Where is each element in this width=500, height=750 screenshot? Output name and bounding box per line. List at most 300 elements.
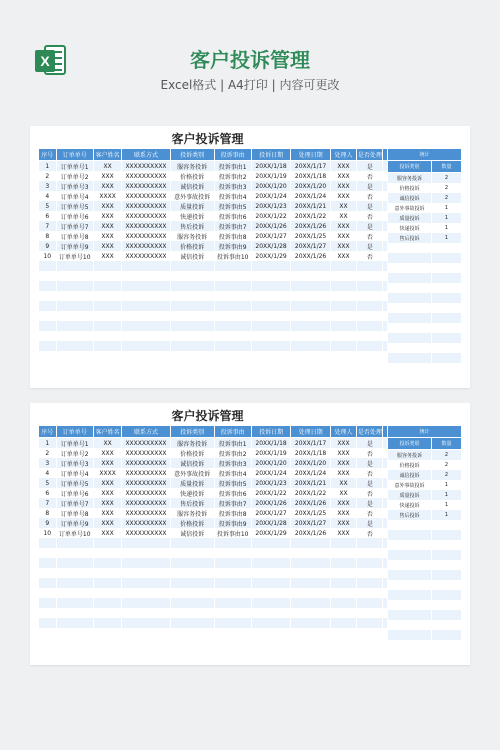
table-cell — [93, 331, 122, 341]
table-cell: 20XX/1/23 — [251, 201, 291, 211]
table-cell: 投诉事由8 — [214, 508, 251, 518]
table-cell — [330, 311, 356, 321]
stats-empty-row — [388, 333, 462, 343]
table-cell: 订单单号2 — [56, 171, 93, 181]
table-cell — [56, 271, 93, 281]
table-cell — [330, 568, 356, 578]
table-cell — [330, 598, 356, 608]
stats-header: 统计 — [388, 426, 462, 438]
table-cell — [214, 271, 251, 281]
table-cell — [291, 578, 331, 588]
svg-text:X: X — [40, 53, 50, 69]
empty-row — [39, 548, 411, 558]
table-cell: XXXXXXXXXX — [122, 478, 170, 488]
table-cell: 7 — [39, 498, 57, 508]
stats-cell — [388, 333, 432, 343]
stats-cell — [432, 313, 462, 323]
table-cell — [291, 568, 331, 578]
table-row — [39, 488, 411, 498]
table-cell — [214, 301, 251, 311]
table-cell: XXX — [330, 528, 356, 538]
table-cell: 是 — [357, 458, 383, 468]
stats-row — [388, 213, 462, 223]
table-cell: 20XX/1/29 — [251, 251, 291, 261]
table-cell: 6 — [39, 488, 57, 498]
table-cell: 2 — [39, 171, 57, 181]
stats-cell — [388, 600, 432, 610]
table-cell: 是 — [357, 181, 383, 191]
sheet-preview-1 — [30, 126, 470, 388]
table-cell — [39, 321, 57, 331]
stats-cell — [432, 283, 462, 293]
table-cell — [93, 578, 122, 588]
stats-cell: 1 — [432, 480, 462, 490]
empty-row — [39, 618, 411, 628]
table-cell — [330, 271, 356, 281]
stats-empty-row — [388, 600, 462, 610]
table-cell: 20XX/1/20 — [291, 458, 331, 468]
column-header: 客户姓名 — [93, 149, 122, 161]
table-cell: 投诉事由5 — [214, 201, 251, 211]
table-cell: 是 — [357, 221, 383, 231]
table-cell: XXX — [93, 211, 122, 221]
table-cell — [291, 311, 331, 321]
table-cell: 快递投诉 — [170, 211, 214, 221]
table-cell: 订单单号1 — [56, 438, 93, 449]
table-cell: 20XX/1/26 — [291, 221, 331, 231]
stats-empty-row — [388, 630, 462, 640]
table-cell — [56, 311, 93, 321]
table-cell: XXX — [330, 251, 356, 261]
table-cell: XX — [93, 161, 122, 172]
stats-cell — [432, 293, 462, 303]
stats-cell — [388, 253, 432, 263]
table-cell: XXX — [93, 518, 122, 528]
table-cell — [56, 321, 93, 331]
table-cell: XXX — [93, 171, 122, 181]
empty-row — [39, 271, 411, 281]
stats-cell — [432, 580, 462, 590]
table-cell: XXXXXXXXXX — [122, 181, 170, 191]
table-cell — [357, 291, 383, 301]
table-cell — [291, 538, 331, 548]
table-cell: 意外事故投诉 — [170, 468, 214, 478]
table-cell — [291, 558, 331, 568]
column-header: 是否处理 — [357, 149, 383, 161]
stats-empty-row — [388, 343, 462, 353]
table-cell: 1 — [39, 438, 57, 449]
table-cell — [357, 301, 383, 311]
table-cell: 20XX/1/28 — [251, 241, 291, 251]
stats-header-row — [388, 161, 462, 173]
table-cell — [291, 608, 331, 618]
stats-cell: 1 — [432, 510, 462, 520]
stats-cell: 价格投诉 — [388, 460, 432, 470]
table-cell: 订单单号5 — [56, 478, 93, 488]
table-cell — [93, 261, 122, 271]
table-cell: XXX — [330, 231, 356, 241]
table-cell: 20XX/1/27 — [251, 508, 291, 518]
table-cell — [170, 321, 214, 331]
table-cell: 20XX/1/25 — [291, 231, 331, 241]
table-cell — [122, 608, 170, 618]
table-row — [39, 498, 411, 508]
stats-cell: 1 — [432, 500, 462, 510]
table-cell: 否 — [357, 211, 383, 221]
table-cell: 投诉事由10 — [214, 251, 251, 261]
table-cell: 订单单号2 — [56, 448, 93, 458]
table-cell: 订单单号3 — [56, 458, 93, 468]
table-cell — [330, 331, 356, 341]
empty-row — [39, 291, 411, 301]
stats-row — [388, 223, 462, 233]
table-cell: 订单单号6 — [56, 488, 93, 498]
table-cell — [122, 311, 170, 321]
complaint-table — [38, 148, 411, 351]
table-cell: 否 — [357, 488, 383, 498]
table-cell — [122, 331, 170, 341]
stats-cell — [388, 283, 432, 293]
table-cell — [214, 598, 251, 608]
table-cell — [56, 578, 93, 588]
stats-cell — [432, 530, 462, 540]
table-cell — [122, 538, 170, 548]
table-cell: 20XX/1/18 — [251, 161, 291, 172]
table-cell — [170, 608, 214, 618]
table-cell: 诚信投诉 — [170, 251, 214, 261]
table-cell — [93, 321, 122, 331]
table-cell: 5 — [39, 478, 57, 488]
table-cell: XX — [330, 211, 356, 221]
stats-cell — [388, 273, 432, 283]
table-cell — [291, 341, 331, 351]
empty-row — [39, 281, 411, 291]
table-cell: 投诉事由4 — [214, 191, 251, 201]
table-cell: XXX — [330, 458, 356, 468]
stats-empty-row — [388, 293, 462, 303]
table-cell: 否 — [357, 171, 383, 181]
column-header: 订单单号 — [56, 426, 93, 438]
table-row — [39, 161, 411, 172]
table-cell — [357, 538, 383, 548]
table-cell — [357, 281, 383, 291]
stats-cell — [432, 520, 462, 530]
table-cell: 诚信投诉 — [170, 181, 214, 191]
column-header: 订单单号 — [56, 149, 93, 161]
table-cell: 投诉事由7 — [214, 221, 251, 231]
table-cell — [93, 618, 122, 628]
column-header: 联系方式 — [122, 426, 170, 438]
table-row — [39, 458, 411, 468]
table-cell — [39, 608, 57, 618]
table-cell: 售后投诉 — [170, 221, 214, 231]
table-cell — [93, 558, 122, 568]
table-cell: 20XX/1/17 — [291, 438, 331, 449]
table-cell — [56, 558, 93, 568]
table-cell — [357, 618, 383, 628]
empty-row — [39, 588, 411, 598]
stats-cell — [432, 620, 462, 630]
stats-cell: 售后投诉 — [388, 510, 432, 520]
stats-cell: 1 — [432, 223, 462, 233]
table-cell: XX — [330, 201, 356, 211]
stats-cell: 售后投诉 — [388, 233, 432, 243]
table-cell: XXX — [330, 518, 356, 528]
stats-table — [387, 425, 462, 640]
stats-cell — [388, 293, 432, 303]
table-cell: 20XX/1/27 — [291, 518, 331, 528]
table-cell: 投诉事由3 — [214, 181, 251, 191]
table-cell — [357, 608, 383, 618]
table-cell: XXXXXXXXXX — [122, 488, 170, 498]
table-cell: 4 — [39, 191, 57, 201]
table-cell: XXXXXXXXXX — [122, 171, 170, 181]
table-cell — [56, 568, 93, 578]
table-cell: XX — [93, 438, 122, 449]
empty-row — [39, 321, 411, 331]
stats-cell — [388, 560, 432, 570]
table-cell: XXXXXXXXXX — [122, 221, 170, 231]
table-cell: XXX — [93, 231, 122, 241]
stats-cell — [388, 630, 432, 640]
table-cell — [56, 281, 93, 291]
table-cell: XXX — [330, 438, 356, 449]
stats-cell: 1 — [432, 490, 462, 500]
table-cell — [214, 618, 251, 628]
table-row — [39, 241, 411, 251]
empty-row — [39, 538, 411, 548]
table-cell: XXX — [93, 251, 122, 261]
table-cell: XXXXXXXXXX — [122, 528, 170, 538]
stats-cell: 2 — [432, 193, 462, 203]
stats-empty-row — [388, 520, 462, 530]
stats-table — [387, 148, 462, 363]
table-cell — [170, 301, 214, 311]
table-row — [39, 508, 411, 518]
table-cell: 20XX/1/27 — [251, 231, 291, 241]
table-cell: 20XX/1/26 — [291, 251, 331, 261]
table-cell: 订单单号4 — [56, 468, 93, 478]
table-row — [39, 468, 411, 478]
stats-cell: 质量投诉 — [388, 213, 432, 223]
table-header-row — [39, 149, 411, 161]
table-cell: XXX — [93, 508, 122, 518]
table-cell — [93, 548, 122, 558]
stats-cell — [388, 530, 432, 540]
table-cell: XXXX — [93, 191, 122, 201]
table-cell: 20XX/1/23 — [251, 478, 291, 488]
stats-cell: 1 — [432, 203, 462, 213]
table-cell: 投诉事由9 — [214, 241, 251, 251]
stats-empty-row — [388, 530, 462, 540]
column-header: 处理人 — [330, 149, 356, 161]
table-cell — [291, 598, 331, 608]
table-cell — [214, 331, 251, 341]
stats-cell: 服容务投诉 — [388, 173, 432, 184]
table-cell: 3 — [39, 181, 57, 191]
table-cell: XXX — [330, 498, 356, 508]
table-cell: XXXXXXXXXX — [122, 458, 170, 468]
table-cell: 20XX/1/24 — [251, 191, 291, 201]
table-cell — [93, 291, 122, 301]
table-cell — [251, 568, 291, 578]
table-cell — [170, 311, 214, 321]
table-cell — [39, 598, 57, 608]
stats-row — [388, 173, 462, 184]
table-cell: XXX — [93, 488, 122, 498]
table-cell: 是 — [357, 478, 383, 488]
table-cell: 是 — [357, 161, 383, 172]
table-cell: XXX — [93, 201, 122, 211]
table-cell — [291, 588, 331, 598]
table-cell — [251, 578, 291, 588]
table-cell: 投诉事由10 — [214, 528, 251, 538]
table-cell: XXXXXXXXXX — [122, 251, 170, 261]
table-cell: 7 — [39, 221, 57, 231]
table-cell: 20XX/1/24 — [251, 468, 291, 478]
table-cell: 6 — [39, 211, 57, 221]
table-cell — [170, 331, 214, 341]
table-cell: 20XX/1/26 — [251, 498, 291, 508]
table-cell — [291, 301, 331, 311]
table-cell — [214, 311, 251, 321]
stats-cell — [388, 570, 432, 580]
table-row — [39, 251, 411, 261]
table-cell — [357, 548, 383, 558]
table-cell — [357, 558, 383, 568]
column-header: 投诉类别 — [170, 426, 214, 438]
table-row — [39, 438, 411, 449]
table-cell: XXX — [93, 221, 122, 231]
table-cell: XXXXXXXXXX — [122, 231, 170, 241]
table-cell: XXX — [93, 528, 122, 538]
table-cell — [170, 548, 214, 558]
empty-row — [39, 331, 411, 341]
banner — [0, 0, 500, 110]
stats-empty-row — [388, 353, 462, 363]
table-cell — [170, 568, 214, 578]
table-cell: 20XX/1/20 — [251, 181, 291, 191]
table-cell: 投诉事由5 — [214, 478, 251, 488]
table-cell: XXXXXXXXXX — [122, 448, 170, 458]
table-cell — [122, 588, 170, 598]
table-cell: 10 — [39, 251, 57, 261]
column-header: 是否处理 — [357, 426, 383, 438]
stats-column-header: 数量 — [432, 161, 462, 173]
table-cell — [93, 538, 122, 548]
table-cell — [39, 331, 57, 341]
table-cell — [251, 618, 291, 628]
table-cell: 投诉事由6 — [214, 488, 251, 498]
table-cell — [291, 281, 331, 291]
table-cell — [291, 271, 331, 281]
table-cell — [122, 281, 170, 291]
table-cell — [214, 291, 251, 301]
table-cell: 20XX/1/17 — [291, 161, 331, 172]
stats-cell — [388, 610, 432, 620]
table-cell: 20XX/1/22 — [291, 488, 331, 498]
stats-cell — [388, 520, 432, 530]
table-cell — [251, 538, 291, 548]
table-cell — [93, 568, 122, 578]
table-cell — [39, 538, 57, 548]
stats-cell — [432, 560, 462, 570]
table-cell: 否 — [357, 191, 383, 201]
table-cell — [56, 548, 93, 558]
table-row — [39, 201, 411, 211]
table-cell — [170, 598, 214, 608]
table-cell: 售后投诉 — [170, 498, 214, 508]
table-cell: XXX — [330, 221, 356, 231]
table-cell: XXX — [330, 171, 356, 181]
sheet-preview-2 — [30, 403, 470, 665]
table-cell — [39, 558, 57, 568]
stats-empty-row — [388, 560, 462, 570]
table-cell — [251, 608, 291, 618]
stats-cell — [388, 323, 432, 333]
table-cell: 20XX/1/22 — [291, 211, 331, 221]
stats-cell — [388, 303, 432, 313]
table-cell — [56, 291, 93, 301]
table-cell — [330, 558, 356, 568]
table-row — [39, 211, 411, 221]
table-cell: XXX — [93, 181, 122, 191]
table-cell: 20XX/1/21 — [291, 478, 331, 488]
table-cell — [291, 548, 331, 558]
table-cell — [214, 588, 251, 598]
table-cell — [330, 301, 356, 311]
table-cell: 快递投诉 — [170, 488, 214, 498]
table-cell: 投诉事由8 — [214, 231, 251, 241]
table-cell — [122, 261, 170, 271]
table-cell — [170, 281, 214, 291]
table-cell — [357, 271, 383, 281]
banner-title: 客户投诉管理 — [190, 48, 310, 72]
table-cell: 1 — [39, 161, 57, 172]
stats-cell: 2 — [432, 450, 462, 461]
column-header: 客户姓名 — [93, 426, 122, 438]
stats-empty-row — [388, 303, 462, 313]
table-cell: 诚信投诉 — [170, 458, 214, 468]
table-cell — [330, 538, 356, 548]
column-header: 投诉事由 — [214, 426, 251, 438]
stats-cell: 1 — [432, 233, 462, 243]
table-cell — [39, 588, 57, 598]
stats-cell — [432, 273, 462, 283]
stats-cell — [432, 323, 462, 333]
table-cell: 否 — [357, 508, 383, 518]
stats-cell — [432, 590, 462, 600]
stats-cell — [388, 590, 432, 600]
table-cell — [330, 261, 356, 271]
stats-cell — [388, 343, 432, 353]
table-cell: 订单单号10 — [56, 528, 93, 538]
table-cell: XXX — [93, 241, 122, 251]
stats-cell: 2 — [432, 470, 462, 480]
column-header: 联系方式 — [122, 149, 170, 161]
table-cell: 20XX/1/22 — [251, 488, 291, 498]
stats-row — [388, 450, 462, 461]
stats-cell — [432, 303, 462, 313]
stats-cell — [432, 263, 462, 273]
table-cell: 20XX/1/19 — [251, 448, 291, 458]
table-cell — [357, 341, 383, 351]
table-cell — [330, 341, 356, 351]
stats-cell — [388, 540, 432, 550]
table-cell: 是 — [357, 498, 383, 508]
table-row — [39, 448, 411, 458]
table-cell — [39, 548, 57, 558]
